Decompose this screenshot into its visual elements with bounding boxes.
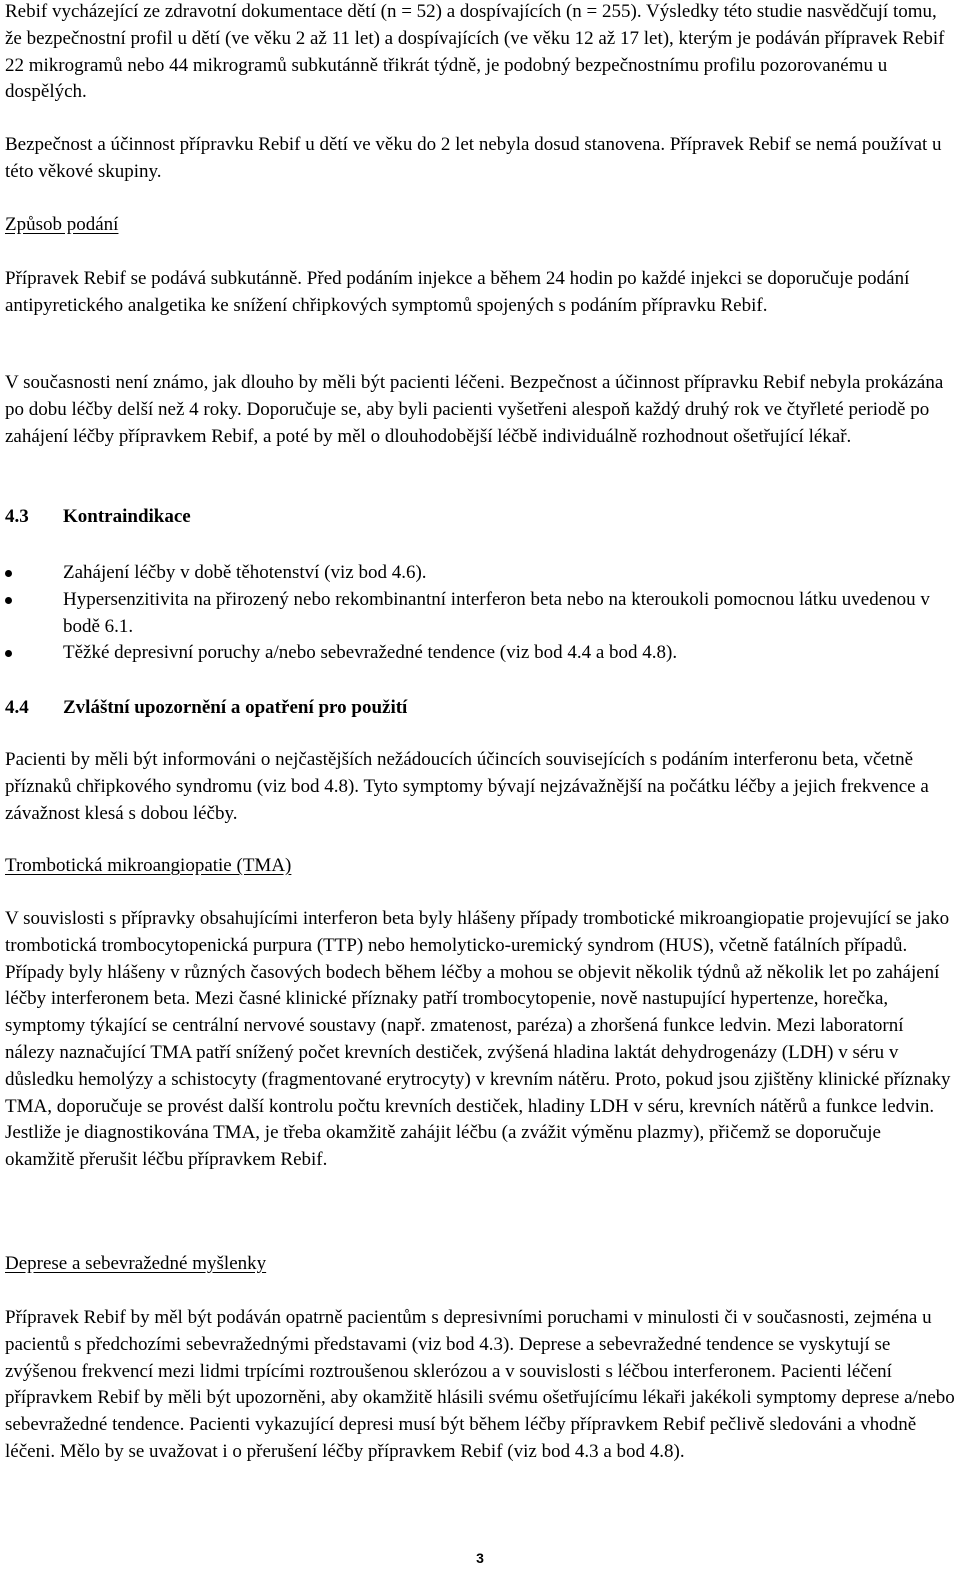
section-4-3-heading [5,504,955,531]
tma-heading: Trombotická mikroangiopatie (TMA) [5,855,292,876]
under-2-paragraph: Bezpečnost a účinnost přípravku Rebif u dětí ve věku do 2 let nebyla dosud stanovena. Přípravek Rebif se nemá používat u této věkové skupiny. [5,134,942,182]
administration-paragraph-1: Přípravek Rebif se podává subkutánně. Před podáním injekce a během 24 hodin po každé injekci se doporučuje podání antipyretického analgetika ke snížení chřipkových symptomů spojených s podáním přípravku Rebif. [5,268,910,316]
contraindications-list [5,560,955,667]
section-4-4-heading [5,695,955,722]
intro-paragraph: Rebif vycházející ze zdravotní dokumentace dětí (n = 52) a dospívajících (n = 255). Výsledky této studie nasvědčují tomu, že bezpečnostní profil u dětí (ve věku 2 až 11 let) a dospívajících (ve věku 12 až 17 let), kterým je podáván přípravek Rebif 22 mikrogramů nebo 44 mikrogramů subkutánně třikrát týdně, je podobný bezpečnostnímu profilu pozorovanému u dospělých. [5,1,945,103]
bullet-icon [5,650,12,657]
section-4-4-intro: Pacienti by měli být informováni o nejčastějších nežádoucích účincích souvisejících s podáním interferonu beta, včetně příznaků chřipkového syndromu (viz bod 4.8). Tyto symptomy bývají nejzávažnější na počátku léčby a jejich frekvence a závažnost klesá s dobou léčby. [5,749,929,824]
bullet-icon [5,597,12,604]
administration-paragraph-2: V současnosti není známo, jak dlouho by měli být pacienti léčeni. Bezpečnost a účinnost přípravku Rebif nebyla prokázána po dobu léčby delší než 4 roky. Doporučuje se, aby byli pacienti vyšetřeni alespoň každý druhý rok ve čtyřleté periodě po zahájení léčby přípravkem Rebif, a poté by měl o dlouhodobější léčbě individuálně rozhodnout ošetřující lékař. [5,372,944,447]
bullet-icon [5,570,12,577]
section-number: 4.3 [5,506,29,527]
list-item: Těžké depresivní poruchy a/nebo sebevražedné tendence (viz bod 4.4 a bod 4.8). [5,640,955,667]
depression-paragraph: Přípravek Rebif by měl být podáván opatrně pacientům s depresivními poruchami v minulosti či v současnosti, zejména u pacientů s předchozími sebevražednými představami (viz bod 4.3). Deprese a sebevražedné tendence se vyskytují se zvýšenou frekvencí mezi lidmi trpícími roztroušenou sklerózou a v souvislosti s léčbou interferonem. Pacienti léčení přípravkem Rebif by měli být upozorněni, aby okamžitě hlásili svému ošetřujícímu lékaři jakékoli symptomy deprese a/nebo sebevražedné tendence. Pacienti vykazující depresi musí být během léčby přípravkem Rebif pečlivě sledováni a vhodně léčeni. Mělo by se uvažovat i o přerušení léčby přípravkem Rebif (viz bod 4.3 a bod 4.8). [5,1307,955,1462]
page-number: 3 [476,1550,484,1566]
section-title: Kontraindikace [63,506,191,527]
section-number: 4.4 [5,697,29,718]
depression-heading: Deprese a sebevražedné myšlenky [5,1253,267,1274]
list-item: Hypersenzitivita na přirozený nebo rekombinantní interferon beta nebo na kteroukoli pomocnou látku uvedenou v bodě 6.1. [5,587,955,641]
list-item: Zahájení léčby v době těhotenství (viz bod 4.6). [5,560,955,587]
administration-heading: Způsob podání [5,214,119,235]
section-title: Zvláštní upozornění a opatření pro použití [63,697,408,718]
tma-paragraph: V souvislosti s přípravky obsahujícími interferon beta byly hlášeny případy trombotické mikroangiopatie projevující se jako trombotická trombocytopenická purpura (TTP) nebo hemolyticko-uremický syndrom (HUS), včetně fatálních případů. Případy byly hlášeny v různých časových bodech během léčby a mohou se objevit několik týdnů až několik let po zahájení léčby interferonem beta. Mezi časné klinické příznaky patří trombocytopenie, nově nastupující hypertenze, horečka, symptomy týkající se centrální nervové soustavy (např. zmatenost, paréza) a zhoršená funkce ledvin. Mezi laboratorní nálezy naznačující TMA patří snížený počet krevních destiček, zvýšená hladina laktát dehydrogenázy (LDH) v séru v důsledku hemolýzy a schistocyty (fragmentované erytrocyty) v krevním nátěru. Proto, pokud jsou zjištěny klinické příznaky TMA, doporučuje se provést další kontrolu počtu krevních destiček, hladiny LDH v séru, krevních nátěrů a funkce ledvin. Jestliže je diagnostikována TMA, je třeba okamžitě zahájit léčbu (a zvážit výměnu plazmy), přičemž se doporučuje okamžitě přerušit léčbu přípravkem Rebif. [5,908,951,1171]
